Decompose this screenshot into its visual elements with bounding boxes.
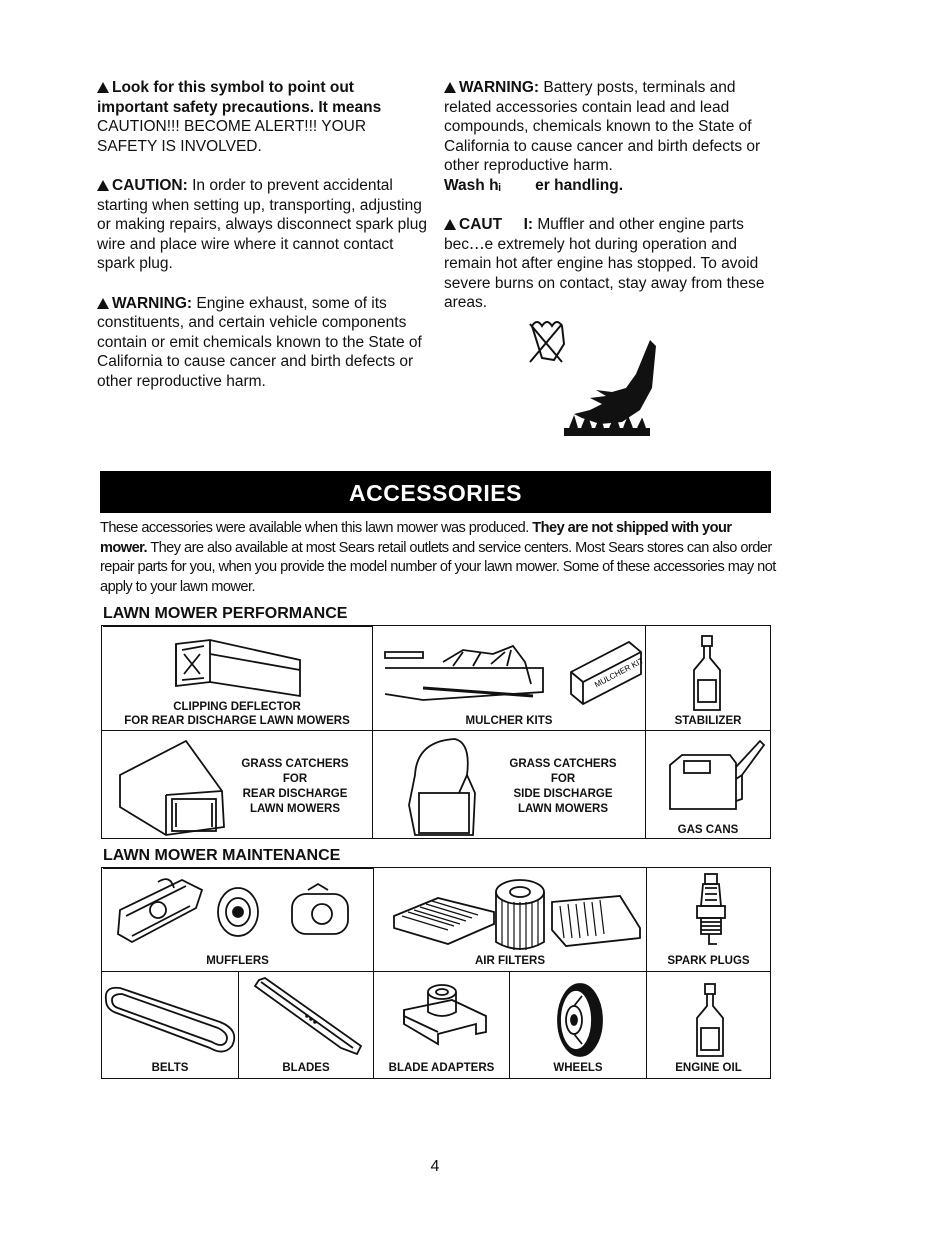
caution-hot-muffler: CAUT I: Muffler and other engine parts bec․․․e extremely hot during operation and remain hot after engine has stopped. To avoid severe burns on contact, stay away from these areas.	[444, 216, 765, 311]
left-safety-column	[97, 78, 427, 411]
air-filters-label: AIR FILTERS	[474, 955, 546, 967]
stabilizer-bottle-icon	[688, 634, 728, 714]
warning-triangle-icon	[444, 82, 456, 93]
hot-surface-hand-icon	[560, 318, 660, 443]
blade-adapters-label: BLADE ADAPTERS	[388, 1062, 495, 1074]
safety-symbol-note: Look for this symbol to point out important safety precautions. It means CAUTION!!! BECOME ALERT!!! YOUR SAFETY IS INVOLVED.	[97, 79, 382, 155]
gas-cans-cell	[645, 730, 771, 839]
belts-label: BELTS	[151, 1062, 189, 1074]
accessories-banner: ACCESSORIES	[100, 471, 771, 513]
blade-adapter-icon	[396, 976, 496, 1060]
accessories-intro: These accessories were available when this lawn mower was produced. They are not shipped with your mower. They are also available at most Sears retail outlets and service centers. Most Sears stores can also order repair parts for you, when you provide the model number of your lawn mower. Some of these accessories may not apply to your lawn mower.	[100, 520, 776, 595]
blade-icon	[247, 976, 367, 1060]
gc-side-line2: FOR	[550, 773, 576, 785]
clipping-deflector-icon	[170, 634, 310, 704]
warning-triangle-icon	[97, 180, 109, 191]
wheels-label: WHEELS	[553, 1062, 603, 1074]
side-grass-catcher-icon	[405, 735, 485, 839]
gc-side-line3: SIDE DISCHARGE	[513, 788, 613, 800]
mulcher-kits-label: MULCHER KITS	[465, 715, 553, 727]
gas-can-icon	[666, 735, 776, 815]
gc-rear-line1: GRASS CATCHERS	[241, 758, 349, 770]
right-safety-column	[444, 78, 774, 333]
gc-side-line4: LAWN MOWERS	[517, 803, 609, 815]
wheels-cell	[509, 971, 647, 1079]
engine-oil-bottle-icon	[691, 982, 731, 1062]
caution-starting: CAUTION: In order to prevent accidental starting when setting up, transporting, adjusting or making repairs, always disconnect spark plug wire and place wire where it cannot contact spark plug.	[97, 177, 427, 272]
blade-adapters-cell	[373, 971, 510, 1079]
belts-cell	[101, 971, 239, 1079]
clipping-deflector-label: CLIPPING DEFLECTOR	[173, 701, 301, 713]
wheel-icon	[544, 976, 624, 1060]
performance-heading: LAWN MOWER PERFORMANCE	[103, 605, 347, 623]
gas-cans-label: GAS CANS	[677, 824, 739, 836]
gc-rear-line2: FOR	[282, 773, 308, 785]
warning-battery: WARNING: Battery posts, terminals and related accessories contain lead and lead compounds, chemicals known to the State of California to cause cancer and birth defects or other reproductive harm. Wash hᵢ er handling.	[444, 79, 761, 194]
clipping-deflector-cell	[101, 625, 373, 731]
stabilizer-cell	[645, 625, 771, 731]
air-filters-cell	[373, 867, 647, 972]
grass-catcher-rear-cell	[101, 730, 373, 839]
page-number: 4	[430, 1158, 440, 1175]
air-filter-icon	[384, 872, 644, 956]
warning-triangle-icon	[97, 298, 109, 309]
mulcher-box-text: MULCHER KIT	[593, 655, 646, 690]
mulcher-kit-icon	[383, 632, 646, 712]
spark-plugs-label: SPARK PLUGS	[667, 955, 750, 967]
gc-side-line1: GRASS CATCHERS	[509, 758, 617, 770]
mufflers-label: MUFFLERS	[206, 955, 269, 967]
blades-cell	[238, 971, 374, 1079]
grass-catcher-side-cell	[372, 730, 646, 839]
warning-exhaust: WARNING: Engine exhaust, some of its constituents, and certain vehicle components contain or emit chemicals known to the State of California to cause cancer and birth defects or other reproductive harm.	[97, 294, 422, 390]
mulcher-kits-cell	[372, 625, 646, 731]
engine-oil-cell	[646, 971, 771, 1079]
warning-triangle-icon	[97, 82, 109, 93]
spark-plug-icon	[691, 872, 731, 956]
belt-icon	[100, 976, 240, 1056]
clipping-deflector-sub: FOR REAR DISCHARGE LAWN MOWERS	[124, 715, 350, 727]
maintenance-heading: LAWN MOWER MAINTENANCE	[103, 847, 340, 865]
mufflers-cell	[101, 867, 374, 972]
gc-rear-line3: REAR DISCHARGE	[242, 788, 348, 800]
blades-label: BLADES	[282, 1062, 330, 1074]
gc-rear-line4: LAWN MOWERS	[249, 803, 341, 815]
rear-grass-catcher-icon	[116, 735, 236, 835]
warning-triangle-icon	[444, 219, 456, 230]
stabilizer-label: STABILIZER	[674, 715, 742, 727]
engine-oil-label: ENGINE OIL	[675, 1062, 742, 1074]
spark-plugs-cell	[646, 867, 771, 972]
muffler-icon	[112, 872, 372, 952]
